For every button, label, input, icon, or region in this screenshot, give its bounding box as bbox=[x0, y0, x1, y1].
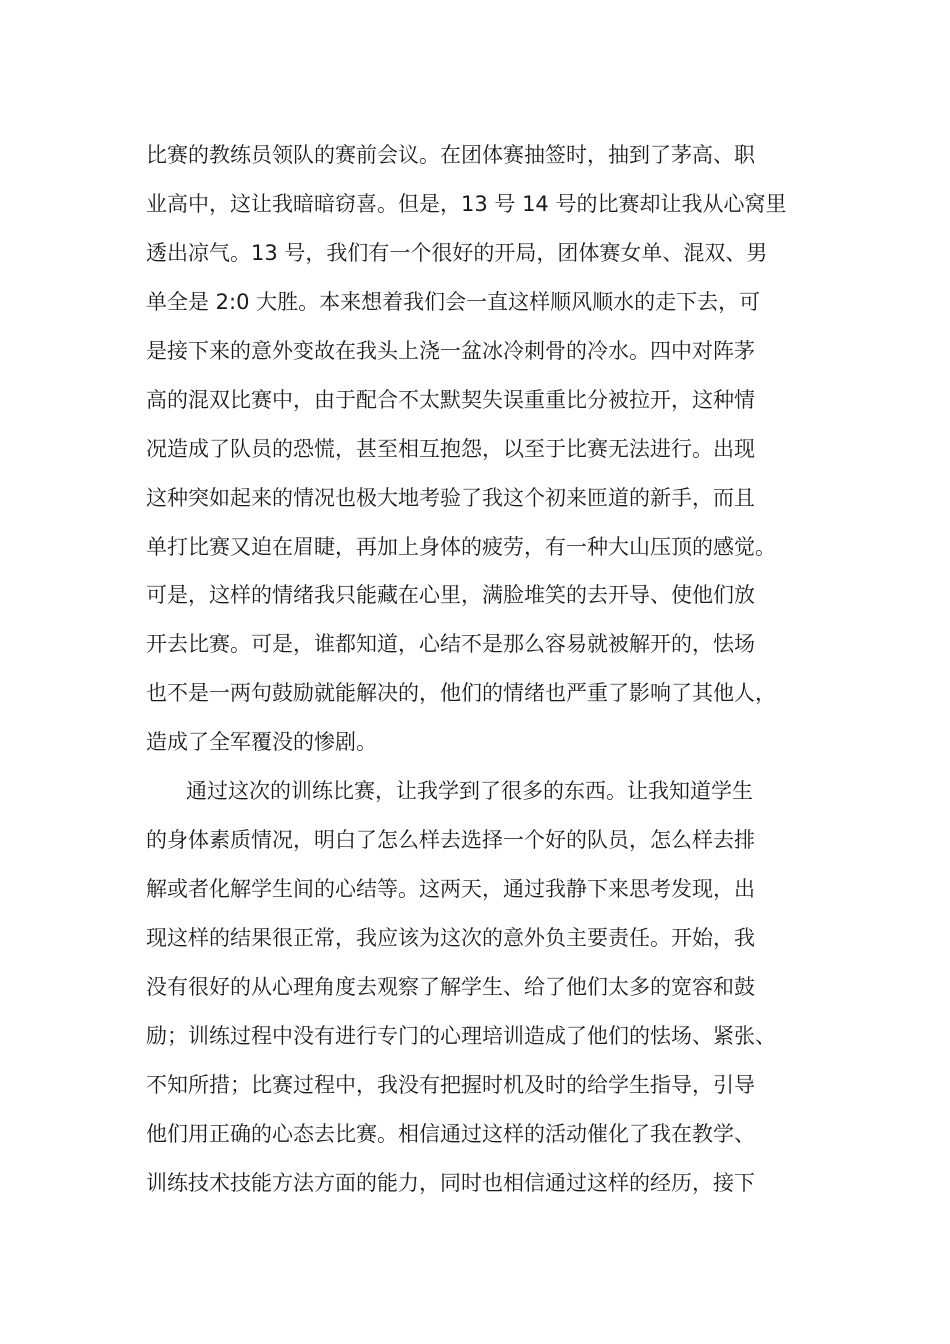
text-line: 训练技术技能方法方面的能力，同时也相信通过这样的经历，接下 bbox=[146, 1170, 755, 1195]
text-line: 造成了全军覆没的惨剧。 bbox=[146, 730, 377, 755]
text-line: 不知所措；比赛过程中，我没有把握时机及时的给学生指导，引导 bbox=[146, 1072, 755, 1097]
text-line: 可是，这样的情绪我只能藏在心里，满脸堆笑的去开导、使他们放 bbox=[146, 583, 755, 608]
document-body bbox=[146, 131, 816, 1208]
text-line: 现这样的结果很正常，我应该为这次的意外负主要责任。开始，我 bbox=[146, 926, 755, 950]
text-line: 比赛的教练员领队的赛前会议。在团体赛抽签时，抽到了茅高、职 bbox=[146, 143, 755, 167]
text-line: 也不是一两句鼓励就能解决的，他们的情绪也严重了影响了其他人， bbox=[146, 681, 776, 706]
text-line: 解或者化解学生间的心结等。这两天，通过我静下来思考发现，出 bbox=[146, 877, 755, 902]
text-line: 的身体素质情况，明白了怎么样去选择一个好的队员，怎么样去排 bbox=[146, 828, 755, 853]
text-line: 没有很好的从心理角度去观察了解学生、给了他们太多的宽容和鼓 bbox=[146, 974, 755, 999]
text-line: 是接下来的意外变故在我头上浇一盆冰冷刺骨的冷水。四中对阵茅 bbox=[146, 338, 755, 363]
text-line: 单全是 2:0 大胜。本来想着我们会一直这样顺风顺水的走下去，可 bbox=[146, 289, 761, 314]
text-line: 高的混双比赛中，由于配合不太默契失误重重比分被拉开，这种情 bbox=[146, 387, 755, 412]
text-line: 这种突如起来的情况也极大地考验了我这个初来匝道的新手，而且 bbox=[146, 485, 755, 510]
text-line: 励；训练过程中没有进行专门的心理培训造成了他们的怯场、紧张、 bbox=[146, 1023, 776, 1048]
text-line: 通过这次的训练比赛，让我学到了很多的东西。让我知道学生 bbox=[186, 779, 753, 804]
text-line: 透出凉气。13 号，我们有一个很好的开局，团体赛女单、混双、男 bbox=[146, 240, 768, 265]
text-line: 他们用正确的心态去比赛。相信通过这样的活动催化了我在教学、 bbox=[146, 1121, 755, 1146]
text-line: 单打比赛又迫在眉睫，再加上身体的疲劳，有一种大山压顶的感觉。 bbox=[146, 534, 776, 559]
paragraph bbox=[146, 131, 816, 767]
text-line: 开去比赛。可是，谁都知道，心结不是那么容易就被解开的，怯场 bbox=[146, 632, 755, 657]
paragraph bbox=[146, 767, 816, 1207]
text-line: 业高中，这让我暗暗窃喜。但是，13 号 14 号的比赛却让我从心窝里 bbox=[146, 191, 787, 216]
text-line: 况造成了队员的恐慌，甚至相互抱怨，以至于比赛无法进行。出现 bbox=[146, 436, 755, 461]
